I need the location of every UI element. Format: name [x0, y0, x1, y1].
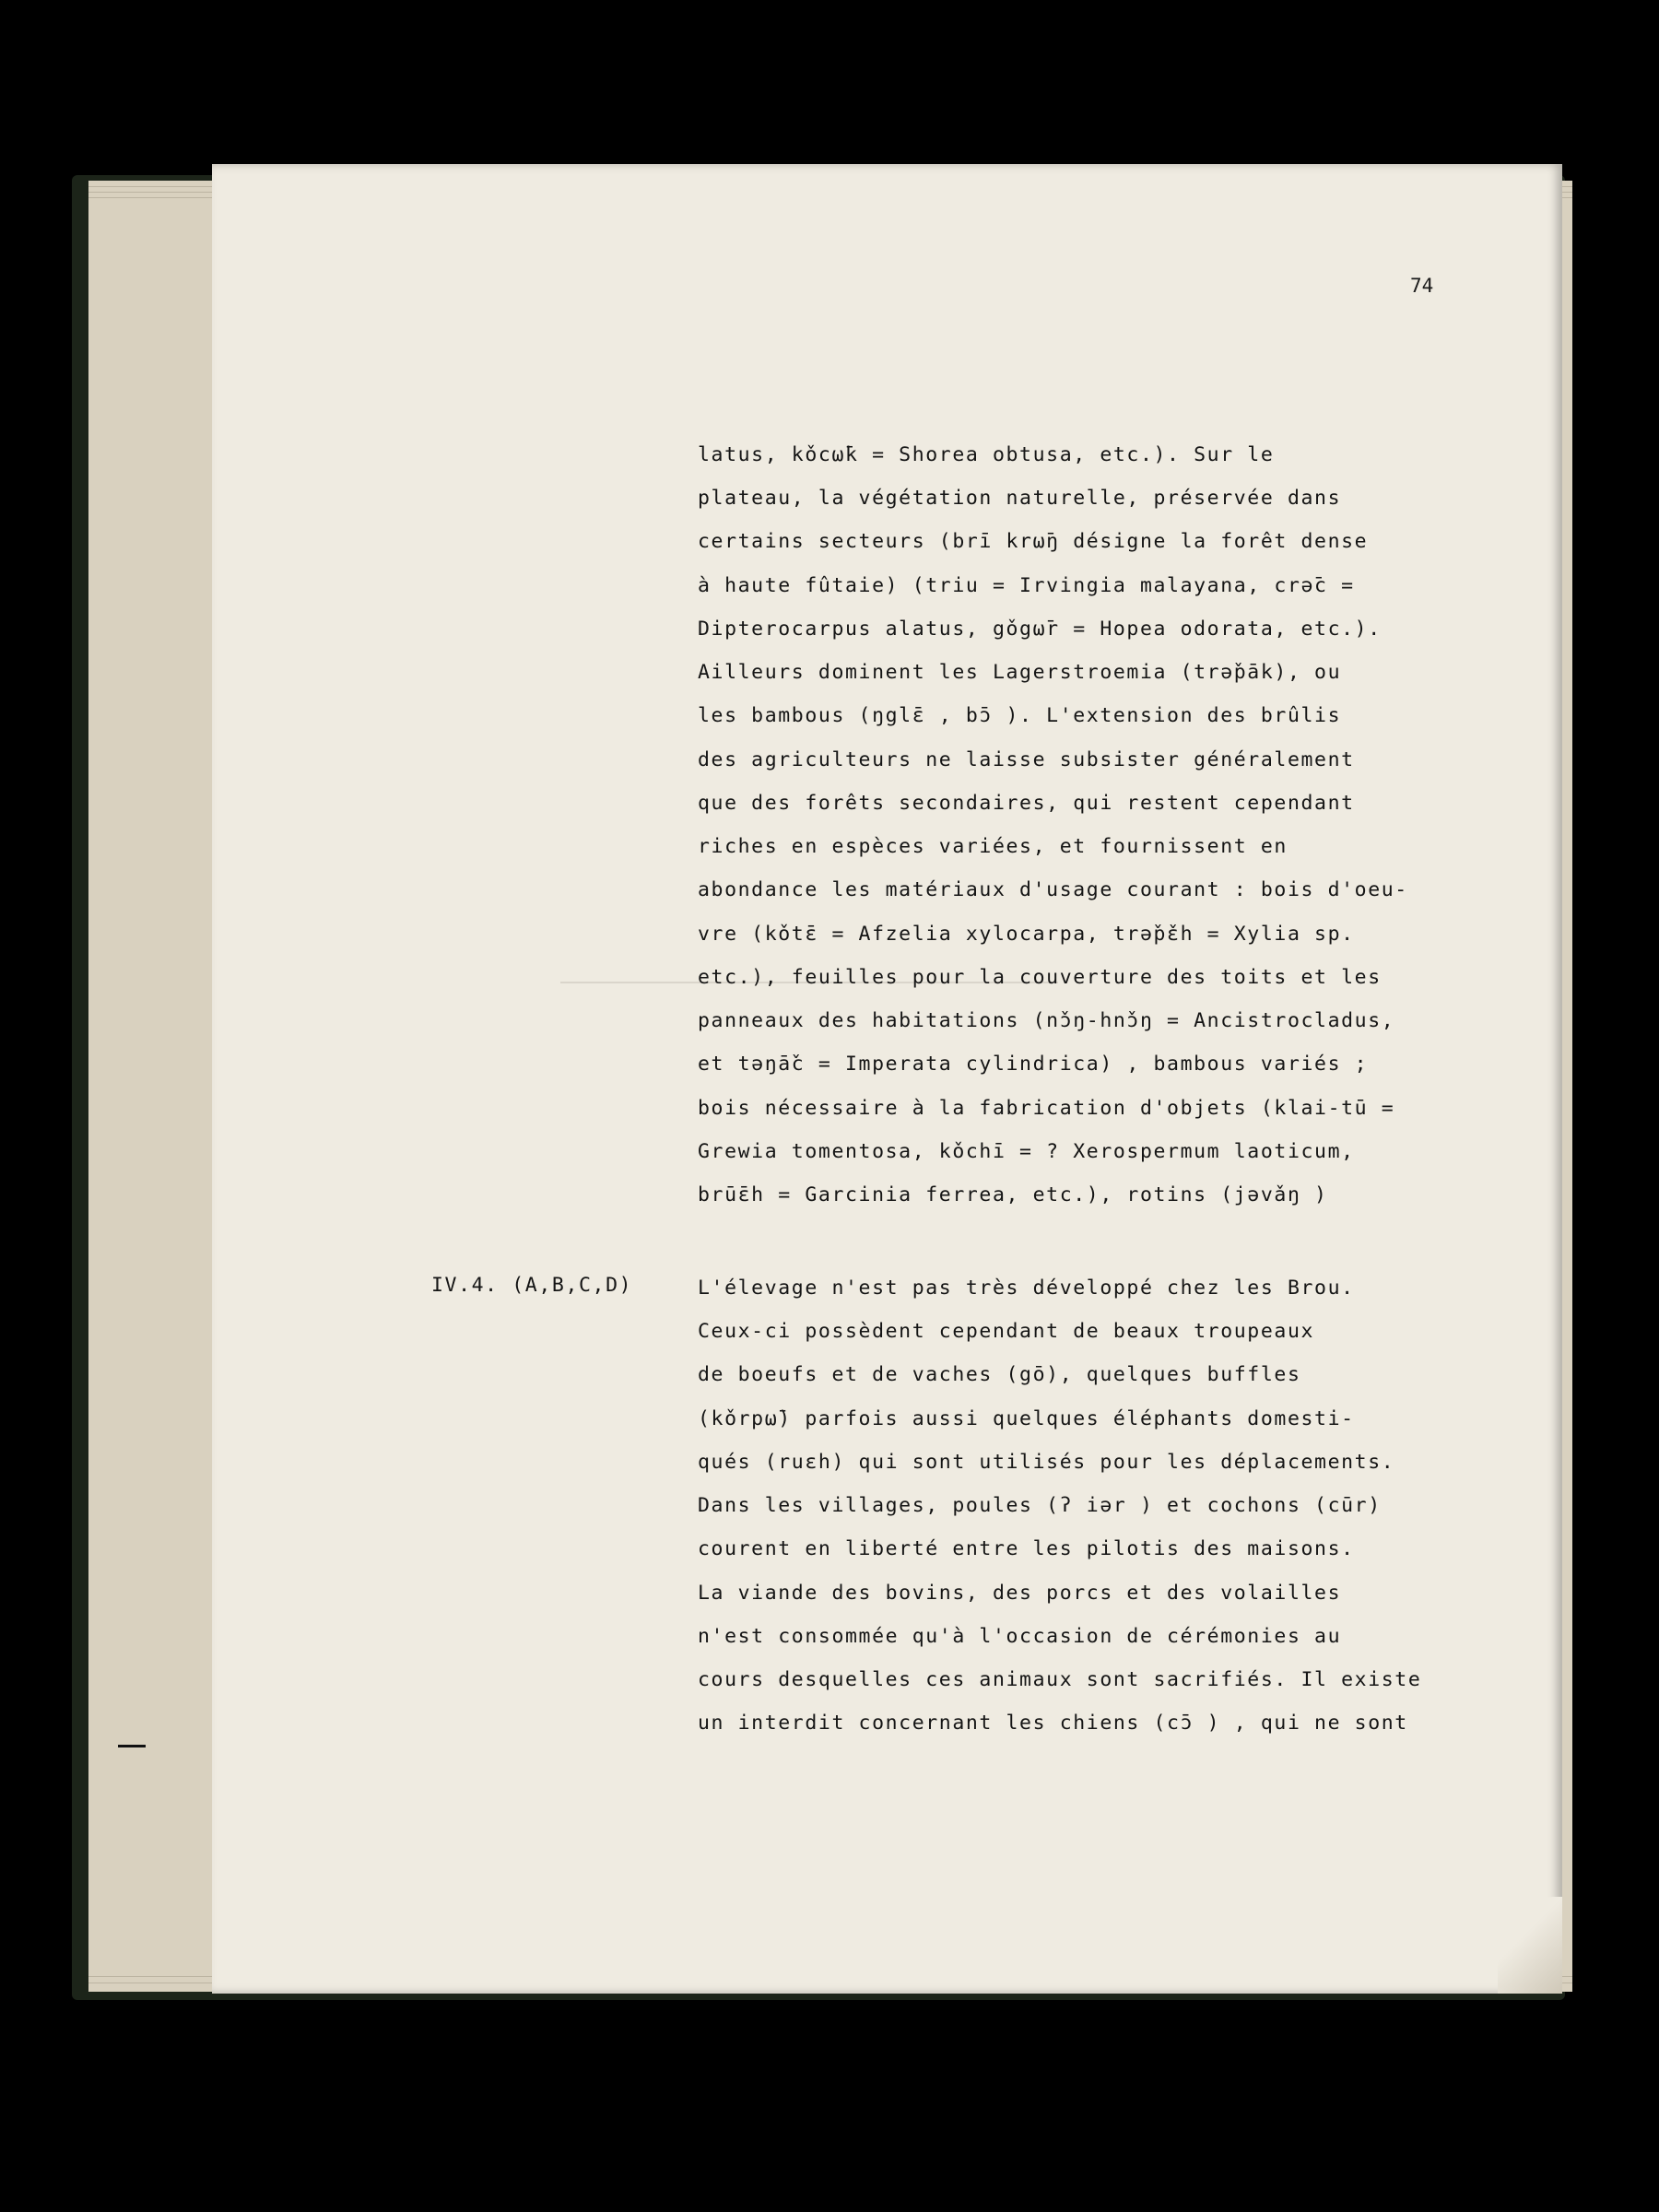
- text-line: Dans les villages, poules (ʔ iǝr ) et cochons (cūr): [698, 1494, 1382, 1517]
- text-line: de boeufs et de vaches (gō), quelques buffles: [698, 1363, 1301, 1386]
- text-line: latus, kǒcω̄k = Shorea obtusa, etc.). Sur le: [698, 443, 1275, 466]
- text-line: panneaux des habitations (nɔ̌ŋ-hnɔ̌ŋ = Ancistrocladus,: [698, 1009, 1395, 1032]
- text-line: L'élevage n'est pas très développé chez les Brou.: [698, 1277, 1355, 1300]
- text-line: riches en espèces variées, et fournissent en: [698, 835, 1288, 858]
- page-curl: [1498, 1897, 1562, 1994]
- text-line: Grewia tomentosa, kǒchī = ? Xerospermum laoticum,: [698, 1140, 1355, 1163]
- text-line: les bambous (ŋglɛ̄ , bɔ̄ ). L'extension des brûlis: [698, 704, 1342, 727]
- text-line: cours desquelles ces animaux sont sacrifiés. Il existe: [698, 1668, 1422, 1691]
- text-line: etc.), feuilles pour la couverture des toits et les: [698, 966, 1382, 989]
- text-line: (kǒrpω̄) parfois aussi quelques éléphants domesti-: [698, 1407, 1355, 1430]
- text-line: que des forêts secondaires, qui restent cependant: [698, 792, 1355, 815]
- text-line: bois nécessaire à la fabrication d'objets (klai-tū =: [698, 1097, 1395, 1120]
- text-line: plateau, la végétation naturelle, préservée dans: [698, 487, 1342, 510]
- text-line: Ailleurs dominent les Lagerstroemia (trǝ̌pāk), ou: [698, 661, 1342, 684]
- page-number: 74: [1410, 275, 1434, 297]
- text-line: n'est consommée qu'à l'occasion de cérémonies au: [698, 1625, 1342, 1648]
- text-line: qués (ruɛh) qui sont utilisés pour les déplacements.: [698, 1451, 1395, 1474]
- text-line: Ceux-ci possèdent cependant de beaux troupeaux: [698, 1320, 1315, 1343]
- section-label: IV.4. (A,B,C,D): [431, 1274, 633, 1297]
- text-line: certains secteurs (brī krω̄ŋ désigne la forêt dense: [698, 530, 1369, 553]
- text-line: courent en liberté entre les pilotis des maisons.: [698, 1537, 1355, 1560]
- text-line: La viande des bovins, des porcs et des volailles: [698, 1582, 1342, 1605]
- margin-mark: [118, 1745, 146, 1747]
- text-line: des agriculteurs ne laisse subsister généralement: [698, 748, 1355, 771]
- text-line: vre (kǒtɛ̄ = Afzelia xylocarpa, trǝ̌pɛ̌h = Xylia sp.: [698, 923, 1355, 946]
- text-line: à haute fûtaie) (triu = Irvingia malayana, crǝ̄c =: [698, 574, 1355, 597]
- text-line: brūɛ̄h = Garcinia ferrea, etc.), rotins (jǝvǎŋ ): [698, 1183, 1328, 1206]
- text-line: et tǝŋā̌c = Imperata cylindrica) , bambous variés ;: [698, 1053, 1369, 1076]
- text-line: abondance les matériaux d'usage courant : bois d'oeu-: [698, 878, 1408, 901]
- text-line: un interdit concernant les chiens (cɔ̄ ) , qui ne sont: [698, 1712, 1408, 1735]
- text-line: Dipterocarpus alatus, gǒgω̄r = Hopea odorata, etc.).: [698, 618, 1382, 641]
